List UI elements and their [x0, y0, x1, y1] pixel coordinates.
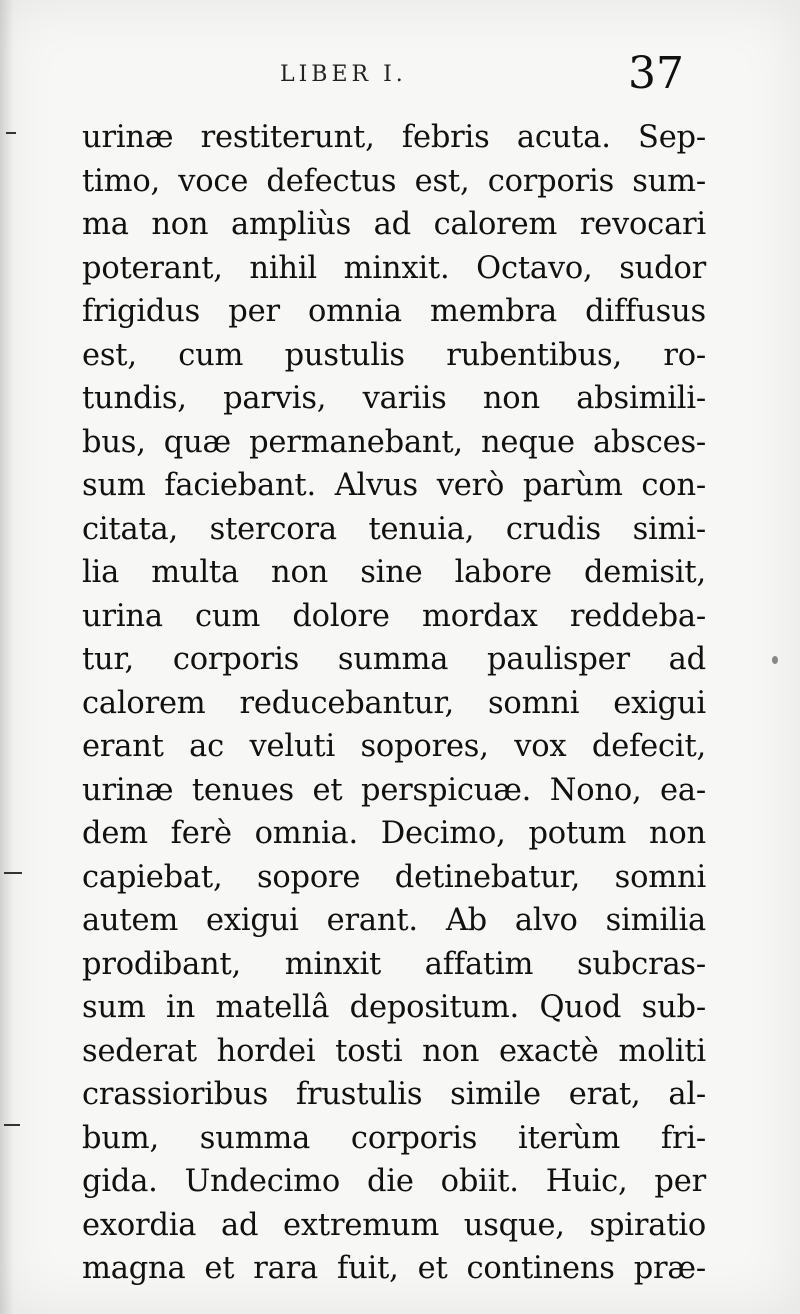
body-text — [82, 116, 706, 1291]
text-line: prodibant, minxit affatim subcras- — [82, 946, 706, 982]
text-line: urinæ tenues et perspicuæ. Nono, ea- — [82, 772, 706, 808]
page-header — [0, 48, 800, 112]
text-line: bus, quæ permanebant, neque absces- — [82, 424, 706, 460]
text-line: crassioribus frustulis simile erat, al- — [82, 1077, 706, 1112]
text-line: magna et rara fuit, et continens præ- — [82, 1251, 706, 1286]
running-head: LIBER I. — [280, 62, 407, 87]
text-line: erant ac veluti sopores, vox defecit, — [82, 729, 706, 764]
text-line: citata, stercora tenuia, crudis simi- — [82, 511, 706, 547]
text-line: bum, summa corporis iterùm fri- — [82, 1120, 706, 1156]
text-line: tur, corporis summa paulisper ad — [82, 642, 706, 677]
text-line: tundis, parvis, variis non absimili- — [82, 381, 706, 416]
text-line: est, cum pustulis rubentibus, ro- — [82, 337, 706, 373]
text-line: lia multa non sine labore demisit, — [82, 555, 706, 590]
ink-speck — [772, 656, 778, 664]
page-number: 37 — [628, 48, 684, 99]
text-line: dem ferè omnia. Decimo, potum non — [82, 816, 706, 851]
text-line: urina cum dolore mordax reddeba- — [82, 598, 706, 634]
margin-mark — [6, 132, 16, 134]
text-line: sum in matellâ depositum. Quod sub- — [82, 990, 706, 1025]
text-line: calorem reducebantur, somni exigui — [82, 685, 706, 721]
text-line: ma non ampliùs ad calorem revocari — [82, 207, 706, 242]
text-line: timo, voce defectus est, corporis sum- — [82, 163, 706, 199]
text-line: sum faciebant. Alvus verò parùm con- — [82, 468, 706, 503]
text-line: gida. Undecimo die obiit. Huic, per — [82, 1164, 706, 1199]
text-line: poterant, nihil minxit. Octavo, sudor — [82, 250, 706, 286]
text-line: capiebat, sopore detinebatur, somni — [82, 859, 706, 895]
text-line: frigidus per omnia membra diffusus — [82, 294, 706, 329]
margin-mark — [4, 872, 22, 874]
text-line: exordia ad extremum usque, spiratio — [82, 1207, 706, 1243]
page-edge-shadow — [0, 0, 14, 1314]
text-line: autem exigui erant. Ab alvo similia — [82, 903, 706, 938]
text-line: urinæ restiterunt, febris acuta. Sep- — [82, 120, 706, 155]
margin-mark — [4, 1124, 20, 1126]
text-line: sederat hordei tosti non exactè moliti — [82, 1033, 706, 1069]
